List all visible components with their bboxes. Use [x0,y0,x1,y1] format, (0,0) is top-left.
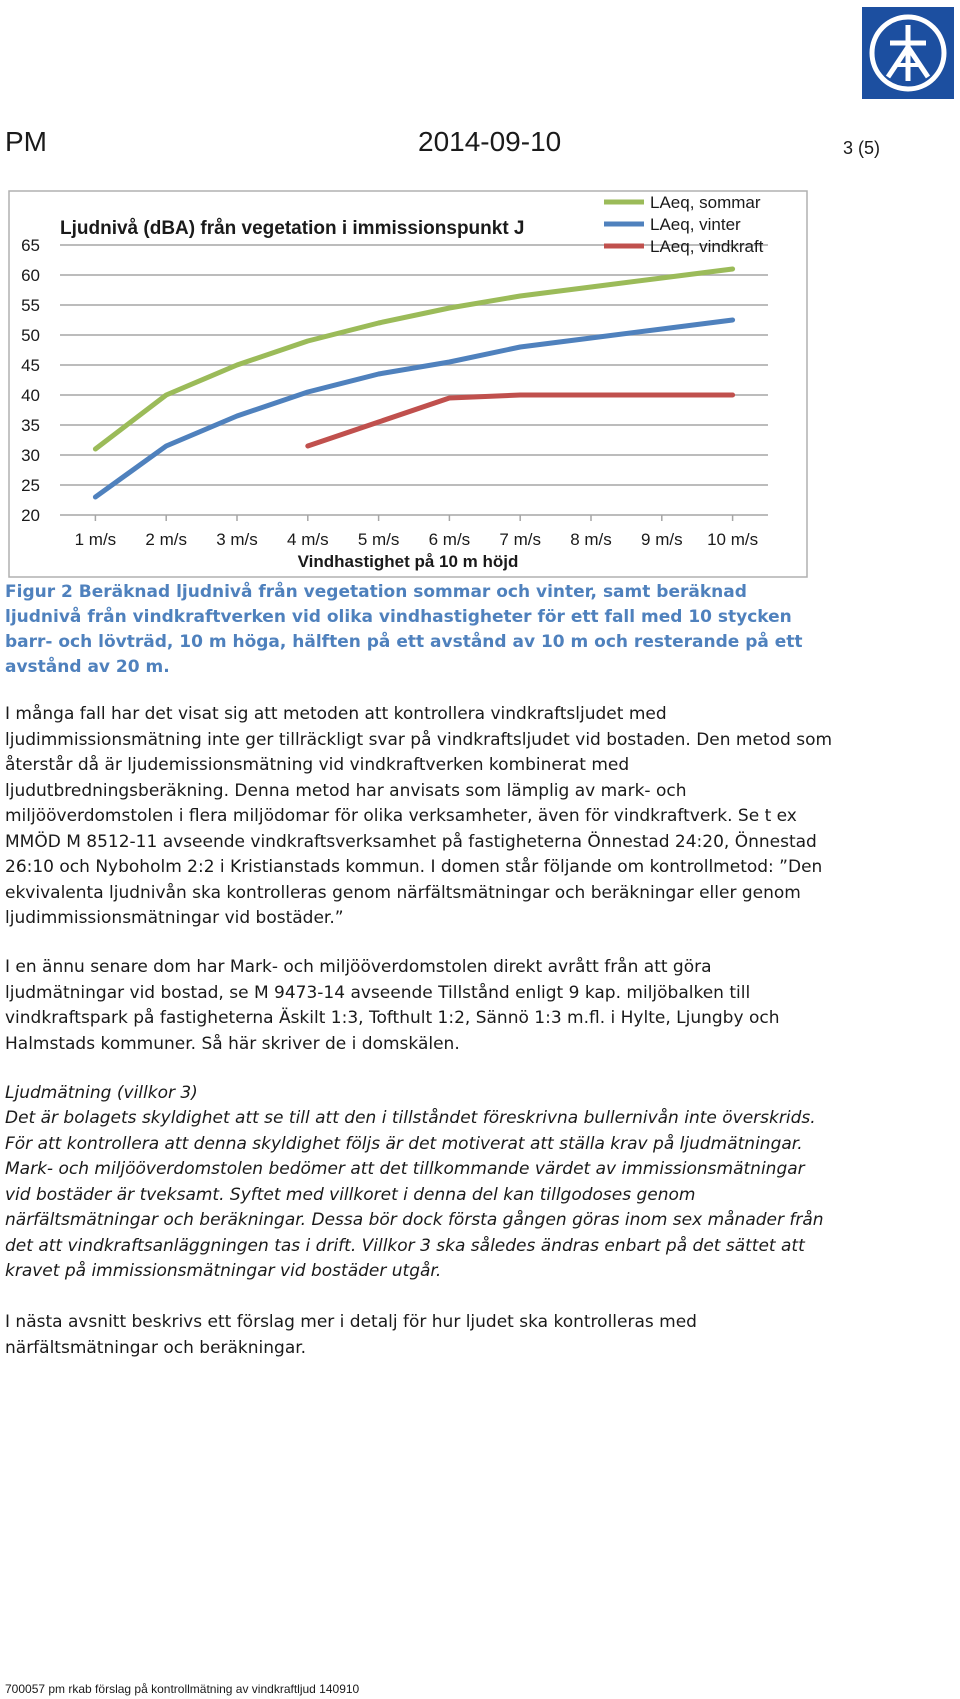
legend-label: LAeq, vindkraft [650,237,764,256]
header-date: 2014-09-10 [418,126,562,157]
x-tick-label: 6 m/s [428,530,471,549]
y-tick-label: 50 [21,326,40,345]
legend-label: LAeq, sommar [650,193,761,212]
company-logo-icon [862,7,954,99]
chart-legend [604,193,764,256]
y-tick-label: 40 [21,386,40,405]
noise-level-chart [8,190,808,578]
quote-text: Det är bolagets skyldighet att se till att den i tillståndet föreskrivna bullernivån inte överskrids. För att kontrollera att denna skyldighet följs är det motiverat att ställa krav på ljudmätningar. Mark- och miljööverdomstolen bedömer att det tillkommande värdet av immissionsmätningar vid bostäder är tveksamt. Syftet med villkoret i denna del kan tillgodoses genom närfältsmätningar och beräkningar. Dessa bör dock första gången göras inom sex månader från det att vindkraftsanläggningen tas i drift. Villkor 3 ska således ändras enbart på det sättet att kravet på immissionsmätningar vid bostäder utgår. [5,1108,824,1281]
chart-svg [8,190,808,578]
x-tick-label: 9 m/s [641,530,683,549]
chart-title: Ljudnivå (dBA) från vegetation i immissionspunkt J [60,218,525,239]
x-tick-label: 5 m/s [357,530,400,549]
paragraph-next-section: I nästa avsnitt beskrivs ett förslag mer i detalj för hur ljudet ska kontrolleras med närfältsmätningar och beräkningar. [5,1312,697,1358]
y-tick-label: 35 [21,416,40,435]
x-tick-label: 1 m/s [74,530,117,549]
x-tick-label: 10 m/s [707,530,759,549]
y-tick-label: 45 [21,356,40,375]
x-tick-label: 4 m/s [287,530,329,549]
x-tick-label: 3 m/s [216,530,258,549]
footer-filename: 700057 pm rkab förslag på kontrollmätning av vindkraftljud 140910 [5,1682,360,1696]
y-tick-label: 30 [21,446,40,465]
x-tick-label: 8 m/s [570,530,612,549]
x-tick-label: 7 m/s [499,530,541,549]
y-tick-label: 60 [21,266,40,285]
y-tick-label: 65 [21,236,40,255]
paragraph-court-ruling: I en ännu senare dom har Mark- och miljööverdomstolen direkt avrått från att göra ljudmätningar vid bostad, se M 9473-14 avseende Tillstånd enligt 9 kap. miljöbalken till vindkraftspark på fastigheterna Äskilt 1:3, Tofthult 1:2, Sännö 1:3 m.fl. i Hylte, Ljungby och Halmstads kommuner. Så här skriver de i domskälen. [5,957,780,1054]
x-tick-label: 2 m/s [145,530,187,549]
y-tick-label: 55 [21,296,40,315]
legend-label: LAeq, vinter [650,215,741,234]
quote-heading: Ljudmätning (villkor 3) [5,1083,198,1103]
y-tick-label: 20 [21,506,40,525]
header-doc-type: PM [5,126,47,157]
chart-x-axis-label: Vindhastighet på 10 m höjd [297,552,519,571]
y-tick-label: 25 [21,476,40,495]
figure-caption: Figur 2 Beräknad ljudnivå från vegetation sommar och vinter, samt beräknad ljudnivå från vindkraftverken vid olika vindhastigheter för ett fall med 10 stycken barr- och lövträd, 10 m höga, hälften på ett avstånd av 10 m och resterande på ett avstånd av 20 m. [5,582,803,677]
header-page-number: 3 (5) [843,138,881,158]
paragraph-method: I många fall har det visat sig att metoden att kontrollera vindkraftsljudet med ljudimmissionsmätning inte ger tillräckligt svar på vindkraftsljudet vid bostaden. Den metod som återstår då är ljudemissionsmätning vid vindkraftverken kombinerat med ljudutbredningsberäkning. Denna metod har anvisats som lämplig av mark- och miljööverdomstolen i flera miljödomar för olika verksamheter, även för vindkraftverk. Se t ex MMÖD M 8512-11 avseende vindkraftsverksamhet på fastigheterna Önnestad 24:20, Önnestad 26:10 och Nyboholm 2:2 i Kristianstads kommun. I domen står följande om kontrollmetod: ”Den ekvivalenta ljudnivån ska kontrolleras genom närfältsmätningar och beräkningar eller genom ljudimmissionsmätningar vid bostäder.” [5,704,833,928]
